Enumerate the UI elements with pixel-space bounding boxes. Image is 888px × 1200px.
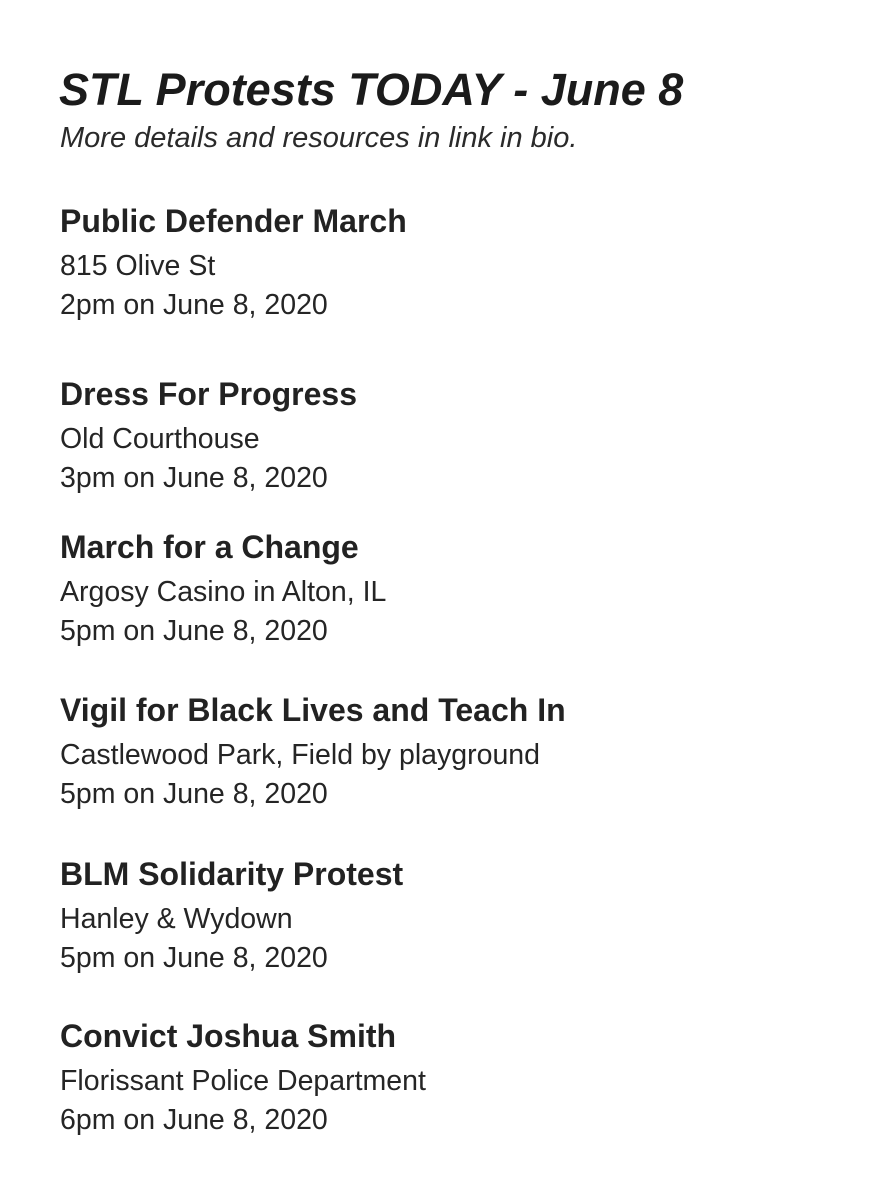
event-location: Old Courthouse — [60, 423, 260, 455]
event-time: 2pm on June 8, 2020 — [60, 289, 328, 321]
event-time: 5pm on June 8, 2020 — [60, 615, 328, 647]
event-location: Hanley & Wydown — [60, 903, 293, 935]
event-name: March for a Change — [60, 529, 359, 565]
event-location: Argosy Casino in Alton, IL — [60, 576, 387, 608]
page-subtitle: More details and resources in link in bio. — [60, 122, 578, 154]
event-name: Dress For Progress — [60, 376, 358, 412]
event-time: 5pm on June 8, 2020 — [60, 778, 328, 810]
event-item-blm-solidarity-protest — [60, 855, 850, 977]
event-item-convict-joshua-smith — [60, 1017, 850, 1139]
page-title: STL Protests TODAY - June 8 — [59, 64, 684, 115]
event-name: Public Defender March — [60, 203, 407, 239]
event-time: 6pm on June 8, 2020 — [60, 1104, 328, 1136]
event-time: 5pm on June 8, 2020 — [60, 942, 328, 974]
event-item-vigil-for-black-lives — [60, 691, 850, 813]
event-location: Florissant Police Department — [60, 1065, 426, 1097]
event-location: 815 Olive St — [60, 250, 216, 282]
event-item-public-defender-march — [60, 202, 850, 324]
event-item-dress-for-progress — [60, 375, 850, 497]
event-name: Convict Joshua Smith — [60, 1018, 397, 1054]
event-item-march-for-a-change — [60, 528, 850, 650]
event-name: BLM Solidarity Protest — [60, 856, 404, 892]
event-location: Castlewood Park, Field by playground — [60, 739, 541, 771]
event-name: Vigil for Black Lives and Teach In — [60, 692, 566, 728]
event-time: 3pm on June 8, 2020 — [60, 462, 328, 494]
